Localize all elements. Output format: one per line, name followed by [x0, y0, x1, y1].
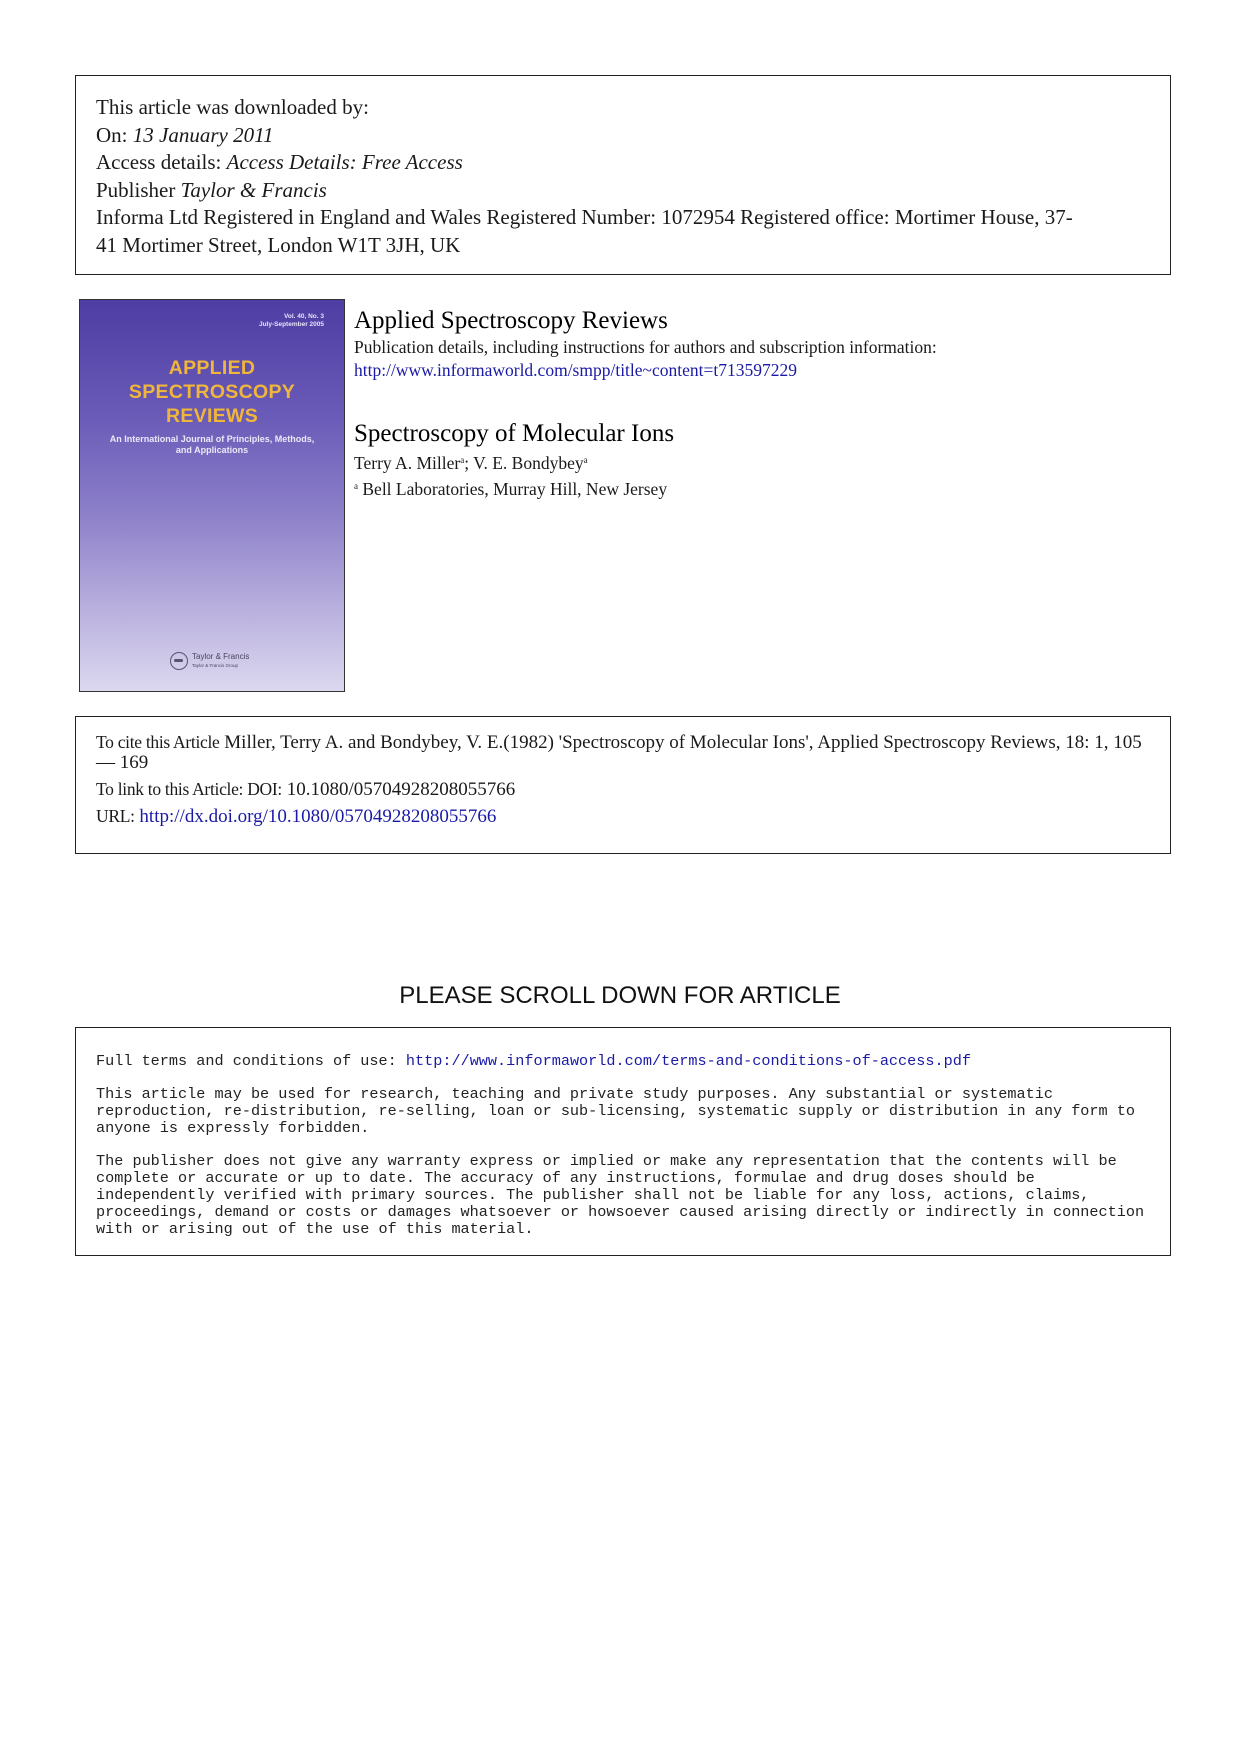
journal-title: Applied Spectroscopy Reviews	[354, 307, 668, 334]
download-date-label: On:	[96, 122, 133, 147]
author-2-affil-mark: a	[583, 455, 588, 465]
cite-this-article	[96, 732, 1150, 773]
article-info	[354, 419, 1154, 501]
publisher-logo-icon	[170, 652, 188, 670]
author-2: ; V. E. Bondybey	[464, 453, 584, 473]
doi-value: 10.1080/05704928208055766	[281, 779, 516, 800]
affiliation	[354, 475, 1154, 501]
cover-volume: Vol. 40, No. 3	[284, 313, 324, 320]
cover-logo-text: Taylor & Francis	[192, 652, 250, 661]
journal-url-link[interactable]: http://www.informaworld.com/smpp/title~content=t713597229	[354, 360, 798, 380]
url-label: URL:	[96, 806, 135, 826]
cover-title: APPLIED SPECTROSCOPY REVIEWS	[128, 357, 296, 427]
cite-text: Miller, Terry A. and Bondybey, V. E.(1982) 'Spectroscopy of Molecular Ions', Applied Spectroscopy Reviews, 18: 1, 105 — 169	[96, 732, 1142, 773]
cover-publisher-logo	[170, 649, 249, 673]
terms-url-link[interactable]: http://www.informaworld.com/terms-and-conditions-of-access.pdf	[405, 1052, 971, 1070]
terms-box	[75, 1027, 1171, 1256]
author-1-affil-mark: a	[460, 455, 465, 465]
cover-date: July-September 2005	[258, 321, 324, 328]
downloaded-by-line: This article was downloaded by:	[96, 95, 369, 119]
cite-label: To cite this Article	[96, 732, 220, 752]
terms-paragraph-2: The publisher does not give any warranty express or implied or make any representation that the contents will be complete or accurate or up to date. The accuracy of any instructions, formulae and drug doses should be independently verified with primary sources. The publisher shall not be liable for any loss, actions, claims, proceedings, demand or costs or damages whatsoever or howsoever caused arising directly or indirectly in connection with or arising out of the use of this material.	[96, 1152, 1145, 1238]
authors	[354, 449, 1154, 475]
cover-volume-info	[204, 313, 324, 329]
publisher-label: Publisher	[96, 177, 181, 202]
citation-box	[75, 716, 1171, 854]
url-line	[96, 806, 1150, 827]
cover-logo-subtext: Taylor & Francis Group	[192, 663, 239, 668]
journal-cover-image	[79, 299, 345, 692]
journal-info	[354, 306, 1154, 382]
affiliation-text: Bell Laboratories, Murray Hill, New Jersey	[358, 479, 668, 499]
download-date: 13 January 2011	[132, 122, 274, 147]
registered-office-line-1: Informa Ltd Registered in England and Wales Registered Number: 1072954 Registered office: Mortimer House, 37-	[96, 205, 1073, 229]
access-details-line	[96, 149, 1150, 177]
terms-line	[96, 1053, 1150, 1070]
doi-line	[96, 779, 1150, 800]
download-date-line	[96, 122, 1150, 150]
cover-subtitle: An International Journal of Principles, Methods, and Applications	[109, 434, 315, 455]
doi-label: To link to this Article: DOI:	[96, 779, 282, 799]
publisher-name: Taylor & Francis	[180, 177, 327, 202]
access-details-value: Access Details: Free Access	[226, 150, 463, 174]
terms-label: Full terms and conditions of use:	[96, 1052, 406, 1070]
download-info-box	[75, 75, 1171, 275]
registered-office-line-2: 41 Mortimer Street, London W1T 3JH, UK	[96, 232, 461, 257]
article-title: Spectroscopy of Molecular Ions	[354, 420, 675, 447]
terms-paragraph-1: This article may be used for research, teaching and private study purposes. Any substantial or systematic reproduction, re-distribution, re-selling, loan or sub-licensing, systematic supply or distribution in any form to anyone is expressly forbidden.	[96, 1085, 1135, 1137]
access-details-label: Access details:	[96, 150, 227, 174]
publisher-line	[96, 177, 1150, 205]
publication-details: Publication details, including instructions for authors and subscription information:	[354, 337, 937, 357]
author-1: Terry A. Miller	[354, 453, 461, 473]
doi-url-link[interactable]: http://dx.doi.org/10.1080/05704928208055766	[134, 806, 497, 827]
affiliation-mark: a	[354, 481, 358, 491]
scroll-notice: PLEASE SCROLL DOWN FOR ARTICLE	[399, 982, 841, 1009]
